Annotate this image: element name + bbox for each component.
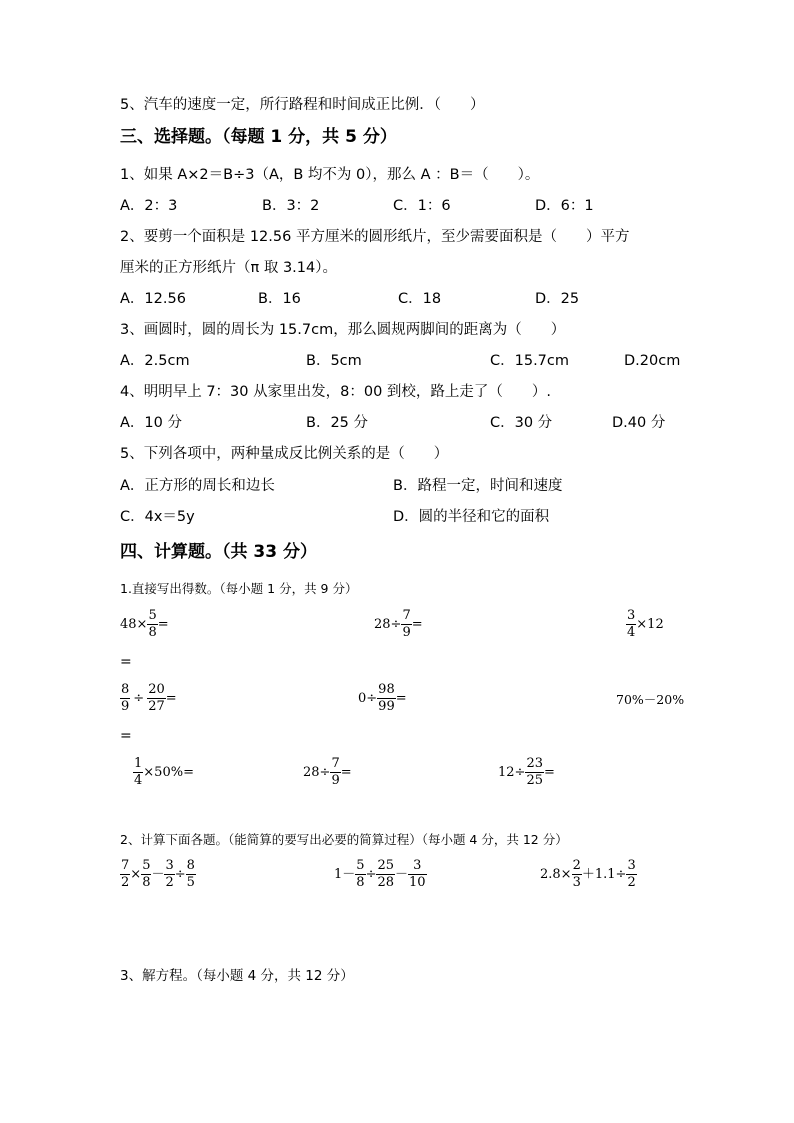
choice-3-option-a: A．2.5cm	[120, 353, 190, 369]
choice-5-option-a: A．正方形的周长和边长	[120, 478, 275, 494]
denominator: 3	[572, 875, 581, 890]
fraction	[376, 858, 395, 891]
expr-text: 12÷	[498, 764, 526, 780]
choice-question-5: 5、下列各项中，两种量成反比例关系的是（ ）	[120, 446, 449, 462]
numerator: 3	[627, 858, 636, 873]
expr-text: ÷	[365, 866, 377, 882]
numerator: 25	[377, 858, 395, 873]
fraction	[408, 858, 427, 891]
denominator: 10	[409, 875, 426, 890]
denominator: 9	[331, 773, 340, 788]
denominator: 28	[377, 875, 395, 890]
section-4-title: 四、计算题。（共 33 分）	[120, 542, 317, 562]
denominator: 8	[148, 625, 157, 640]
numerator: 5	[148, 608, 157, 623]
choice-4-option-d: D.40 分	[612, 415, 666, 431]
expr-text: =	[157, 616, 169, 632]
expr-text: 1－	[334, 866, 356, 882]
choice-4-option-b: B．25 分	[306, 415, 369, 431]
choice-2-option-c: C．18	[398, 291, 442, 307]
denominator: 8	[142, 875, 151, 890]
choice-5-option-b: B．路程一定，时间和速度	[393, 478, 563, 494]
denominator: 4	[627, 625, 636, 640]
fraction	[401, 608, 411, 641]
fraction	[377, 682, 396, 715]
fraction	[525, 756, 544, 789]
numerator: 2	[572, 858, 581, 873]
choice-1-option-d: D．6：1	[535, 198, 594, 214]
fraction	[164, 858, 174, 891]
expr-text: ÷	[174, 866, 186, 882]
expr-text: －	[151, 866, 165, 882]
calc2-problem-3	[540, 858, 637, 891]
fraction	[120, 858, 130, 891]
fraction	[147, 682, 166, 715]
numerator: 8	[121, 682, 130, 697]
choice-3-option-d: D.20cm	[624, 353, 681, 369]
expr-text: =	[411, 616, 423, 632]
calc-2-title: 2、计算下面各题。（能简算的要写出必要的简算过程）（每小题 4 分，共 12 分）	[120, 832, 568, 847]
choice-question-3: 3、画圆时，圆的周长为 15.7cm，那么圆规两脚间的距离为（ ）	[120, 322, 566, 338]
numerator: 3	[165, 858, 174, 873]
calc1-expr-3	[626, 608, 664, 641]
numerator: 5	[142, 858, 151, 873]
choice-1-option-c: C．1：6	[393, 198, 451, 214]
choice-question-1: 1、如果 A×2＝B÷3（A，B 均不为 0），那么 A ：B＝（ ）。	[120, 167, 540, 183]
numerator: 7	[331, 756, 340, 771]
denominator: 8	[356, 875, 365, 890]
judge-question-5: 5、汽车的速度一定，所行路程和时间成正比例．（ ）	[120, 97, 485, 113]
numerator: 8	[186, 858, 195, 873]
choice-3-option-b: B．5cm	[306, 353, 362, 369]
calc1-expr-2	[374, 608, 423, 641]
denominator: 27	[148, 699, 165, 714]
fraction	[133, 756, 143, 789]
fraction	[186, 858, 196, 891]
expr-text: =	[395, 690, 407, 706]
denominator: 9	[121, 699, 130, 714]
calc1-expr-7	[133, 756, 194, 789]
numerator: 3	[627, 608, 636, 623]
fraction	[355, 858, 365, 891]
expr-text: 48×	[120, 616, 148, 632]
calc1-expr-4	[120, 682, 177, 715]
denominator: 2	[121, 875, 130, 890]
denominator: 5	[186, 875, 195, 890]
calc1-expr-1	[120, 608, 169, 641]
choice-5-option-d: D．圆的半径和它的面积	[393, 509, 550, 525]
section-3-title: 三、选择题。（每题 1 分，共 5 分）	[120, 127, 397, 147]
calc1-expr-9	[498, 756, 555, 789]
calc1-expr-6: 70%－20%	[616, 692, 685, 707]
choice-4-option-c: C．30 分	[490, 415, 553, 431]
choice-2-option-b: B．16	[258, 291, 301, 307]
choice-5-option-c: C．4x＝5y	[120, 509, 195, 525]
calc1-expr-8	[303, 756, 352, 789]
numerator: 1	[134, 756, 143, 771]
denominator: 25	[526, 773, 543, 788]
choice-question-2-cont: 厘米的正方形纸片（π 取 3.14）。	[120, 260, 337, 276]
numerator: 23	[526, 756, 543, 771]
expr-text: ＋1.1÷	[581, 866, 627, 882]
denominator: 2	[165, 875, 174, 890]
fraction	[147, 608, 157, 641]
numerator: 20	[148, 682, 165, 697]
expr-text: ×	[130, 866, 142, 882]
choice-4-option-a: A．10 分	[120, 415, 182, 431]
choice-2-option-a: A．12.56	[120, 291, 186, 307]
fraction	[572, 858, 582, 891]
calc2-problem-2	[334, 858, 427, 891]
numerator: 5	[356, 858, 365, 873]
expr-text: ×50%=	[143, 764, 194, 780]
expr-text: ÷	[133, 690, 145, 706]
numerator: 3	[408, 858, 427, 875]
expr-text: ×12	[636, 616, 664, 632]
denominator: 9	[402, 625, 411, 640]
expr-text: 2.8×	[540, 866, 572, 882]
calc2-problem-1	[120, 858, 196, 891]
expr-text: 0÷	[358, 690, 378, 706]
choice-question-4: 4、明明早上 7：30 从家里出发，8：00 到校，路上走了（ ）.	[120, 384, 552, 400]
choice-3-option-c: C．15.7cm	[490, 353, 570, 369]
fraction	[626, 608, 636, 641]
calc-3-title: 3、解方程。（每小题 4 分，共 12 分）	[120, 968, 354, 984]
expr-text: 28÷	[303, 764, 331, 780]
numerator: 98	[378, 682, 395, 697]
denominator: 4	[134, 773, 143, 788]
expr-text: =	[165, 690, 177, 706]
choice-1-option-b: B．3：2	[262, 198, 320, 214]
choice-question-2: 2、要剪一个面积是 12.56 平方厘米的圆形纸片，至少需要面积是（ ）平方	[120, 229, 630, 245]
choice-2-option-d: D．25	[535, 291, 580, 307]
choice-1-option-a: A．2：3	[120, 198, 178, 214]
numerator: 7	[121, 858, 130, 873]
expr-text: =	[340, 764, 352, 780]
fraction	[330, 756, 340, 789]
fraction	[626, 858, 636, 891]
expr-text: =	[543, 764, 555, 780]
calc-1-title: 1.直接写出得数。（每小题 1 分，共 9 分）	[120, 581, 358, 596]
fraction	[141, 858, 151, 891]
calc1-equals-b: =	[120, 728, 132, 744]
numerator: 7	[402, 608, 411, 623]
fraction	[120, 682, 130, 715]
denominator: 99	[378, 699, 395, 714]
expr-text: 28÷	[374, 616, 402, 632]
denominator: 2	[627, 875, 636, 890]
calc1-equals-a: =	[120, 654, 132, 670]
calc1-expr-5	[358, 682, 407, 715]
expr-text: －	[395, 866, 409, 882]
